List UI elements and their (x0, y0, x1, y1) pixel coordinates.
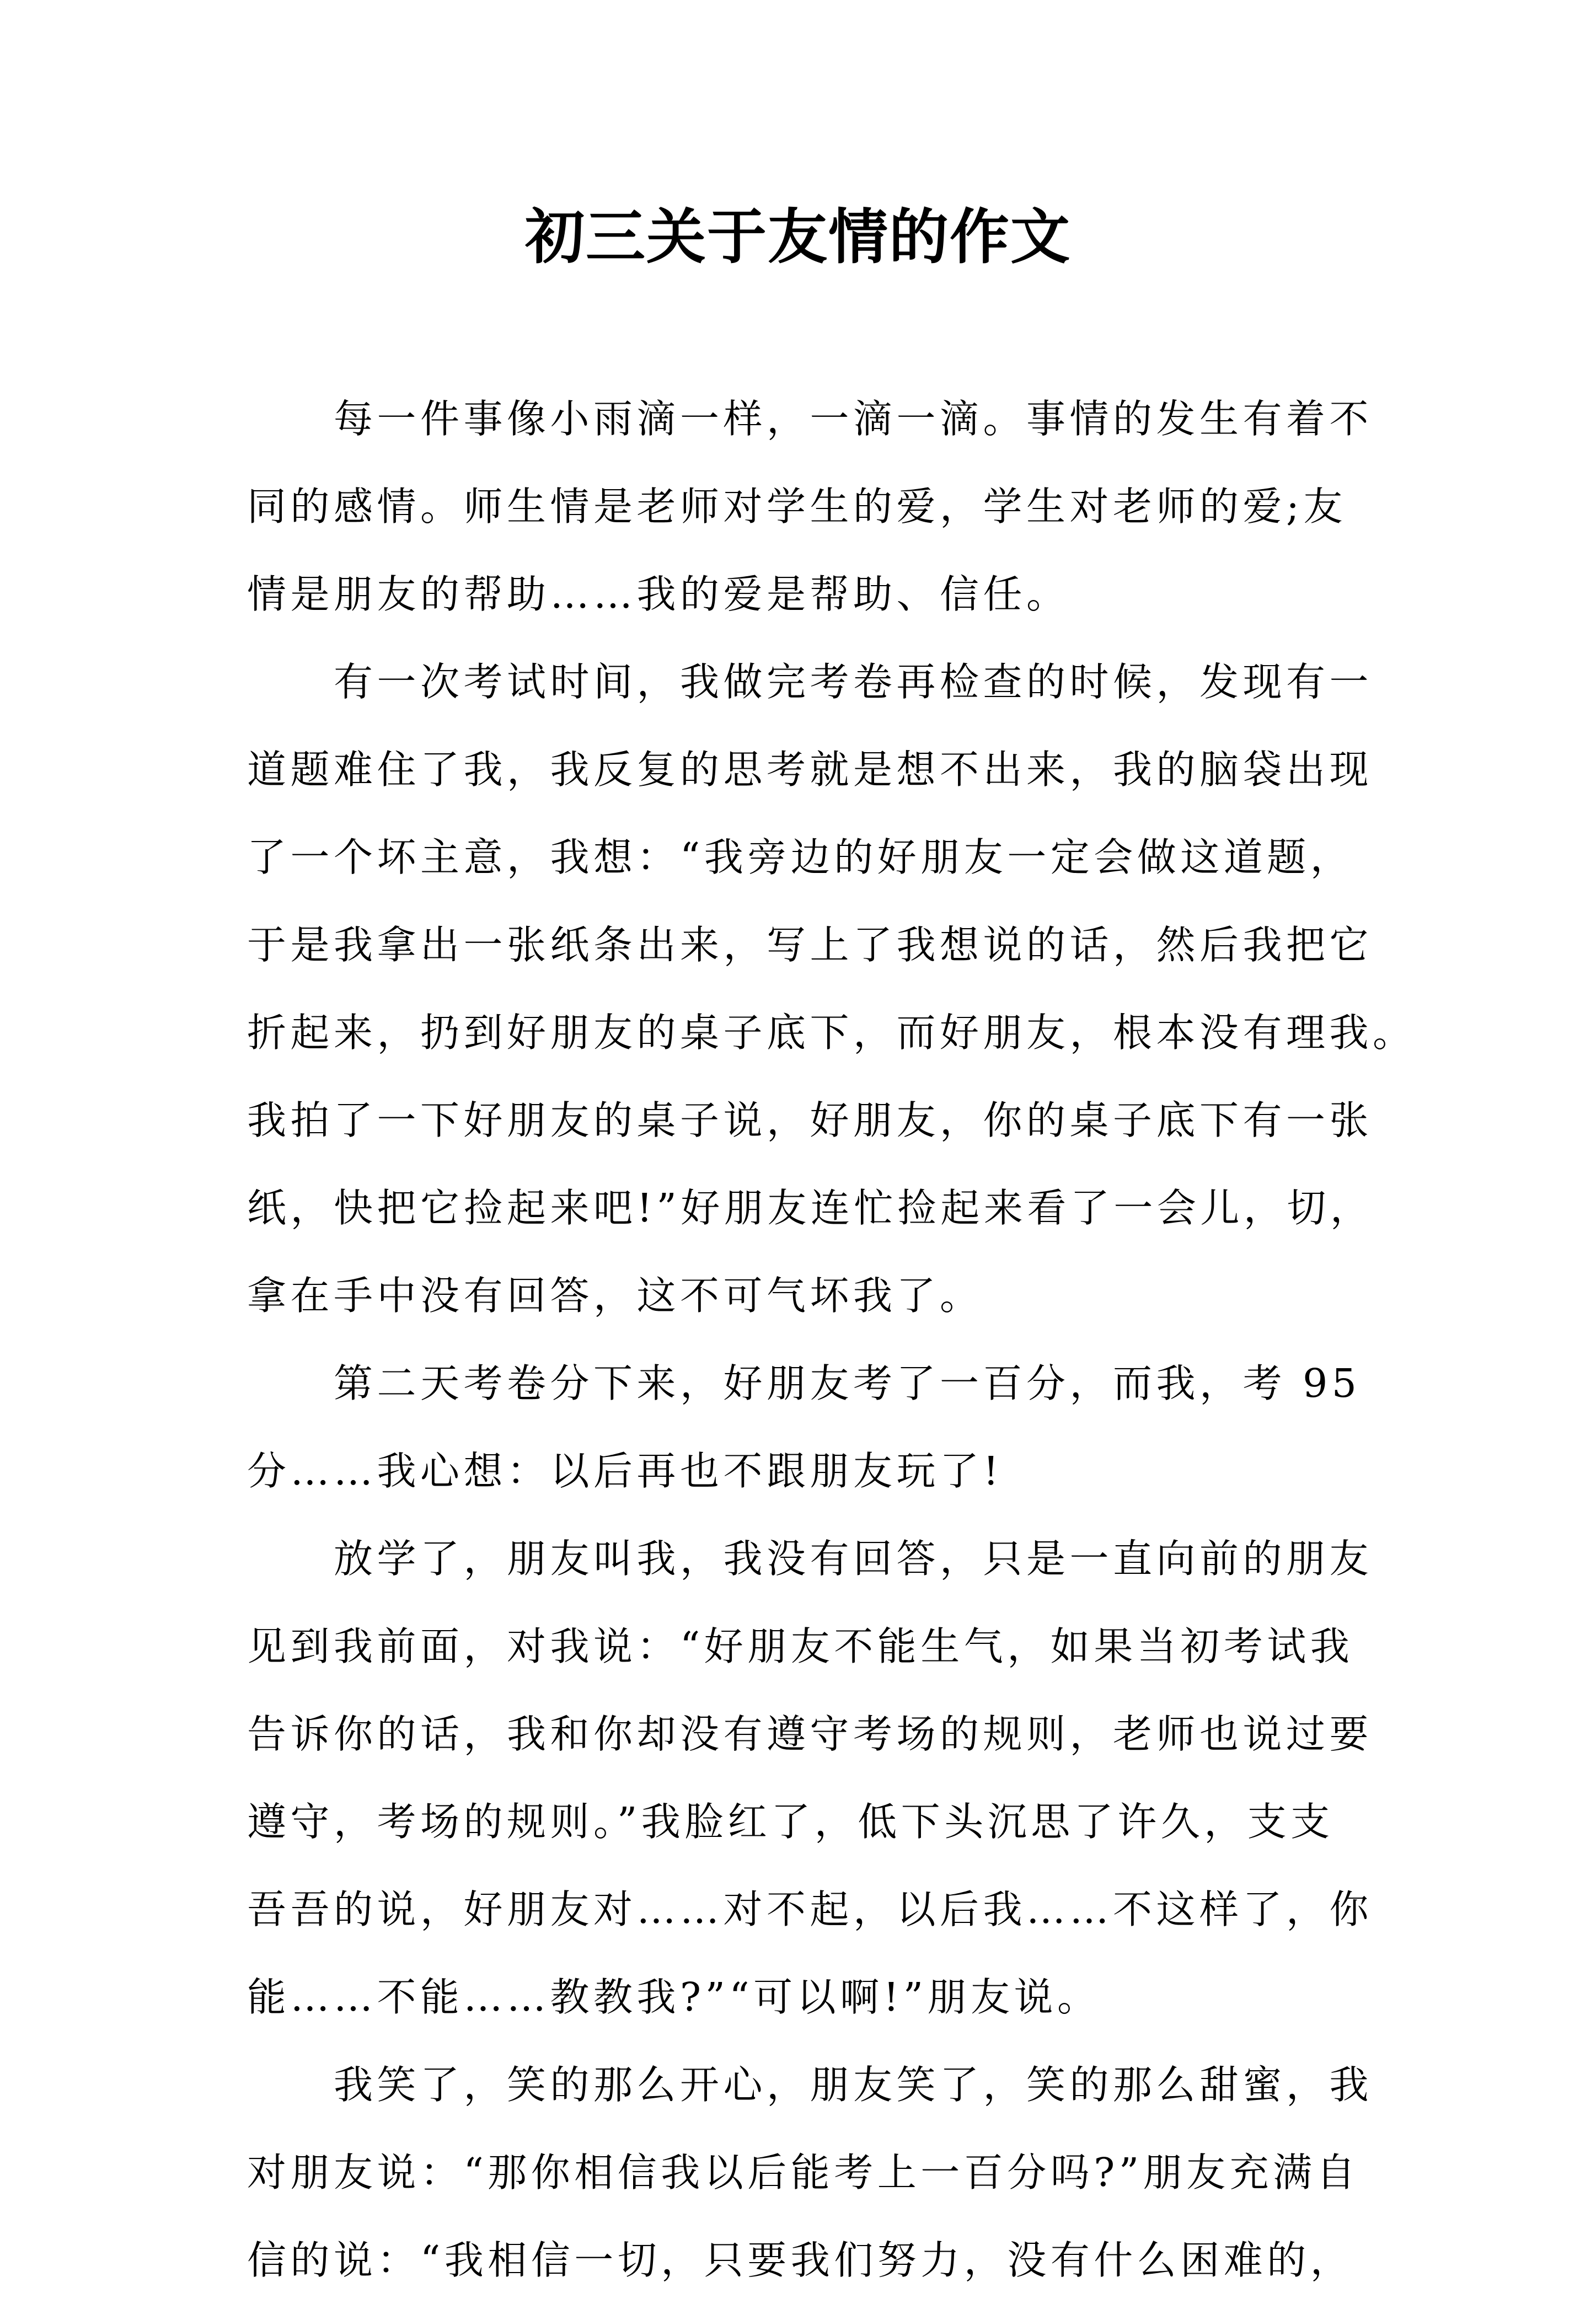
document-title: 初三关于友情的作文 (524, 202, 1071, 272)
text-line: 于是我拿出一张纸条出来，写上了我想说的话，然后我把它 (247, 922, 1373, 968)
text-line: 分……我心想：以后再也不跟朋友玩了! (247, 1448, 1003, 1494)
text-line: 见到我前面，对我说：“好朋友不能生气，如果当初考试我 (247, 1623, 1354, 1669)
text-line: 纸，快把它捡起来吧!”好朋友连忙捡起来看了一会儿，切， (247, 1185, 1374, 1231)
text-line: 能……不能……教教我?”“可以啊!”朋友说。 (247, 1974, 1101, 2020)
text-line: 情是朋友的帮助……我的爱是帮助、信任。 (247, 571, 1070, 617)
essay-body (247, 375, 1416, 2304)
text-line: 对朋友说：“那你相信我以后能考上一百分吗?”朋友充满自 (247, 2150, 1360, 2195)
text-line: 有一次考试时间，我做完考卷再检查的时候，发现有一 (247, 659, 1373, 705)
text-line: 拿在手中没有回答，这不可气坏我了。 (247, 1273, 983, 1319)
text-line: 了一个坏主意，我想：“我旁边的好朋友一定会做这道题， (247, 834, 1354, 880)
text-line: 我笑了，笑的那么开心，朋友笑了，笑的那么甜蜜，我 (247, 2062, 1373, 2108)
text-line: 遵守，考场的规则。”我脸红了，低下头沉思了许久，支支 (247, 1799, 1334, 1845)
text-line: 道题难住了我，我反复的思考就是想不出来，我的脑袋出现 (247, 747, 1373, 792)
text-line: 同的感情。师生情是老师对学生的爱，学生对老师的爱;友 (247, 484, 1347, 529)
text-line: 折起来，扔到好朋友的桌子底下，而好朋友，根本没有理我。 (247, 1010, 1416, 1055)
text-line: 吾吾的说，好朋友对……对不起，以后我……不这样了，你 (247, 1887, 1373, 1932)
text-line: 每一件事像小雨滴一样，一滴一滴。事情的发生有着不 (247, 396, 1373, 442)
text-line: 放学了，朋友叫我，我没有回答，只是一直向前的朋友 (247, 1536, 1373, 1582)
text-line: 告诉你的话，我和你却没有遵守考场的规则，老师也说过要 (247, 1711, 1373, 1757)
text-line: 信的说：“我相信一切，只要我们努力，没有什么困难的， (247, 2237, 1354, 2283)
text-line: 第二天考卷分下来，好朋友考了一百分，而我，考 95 (247, 1360, 1361, 1406)
text-line: 我拍了一下好朋友的桌子说，好朋友，你的桌子底下有一张 (247, 1097, 1373, 1143)
